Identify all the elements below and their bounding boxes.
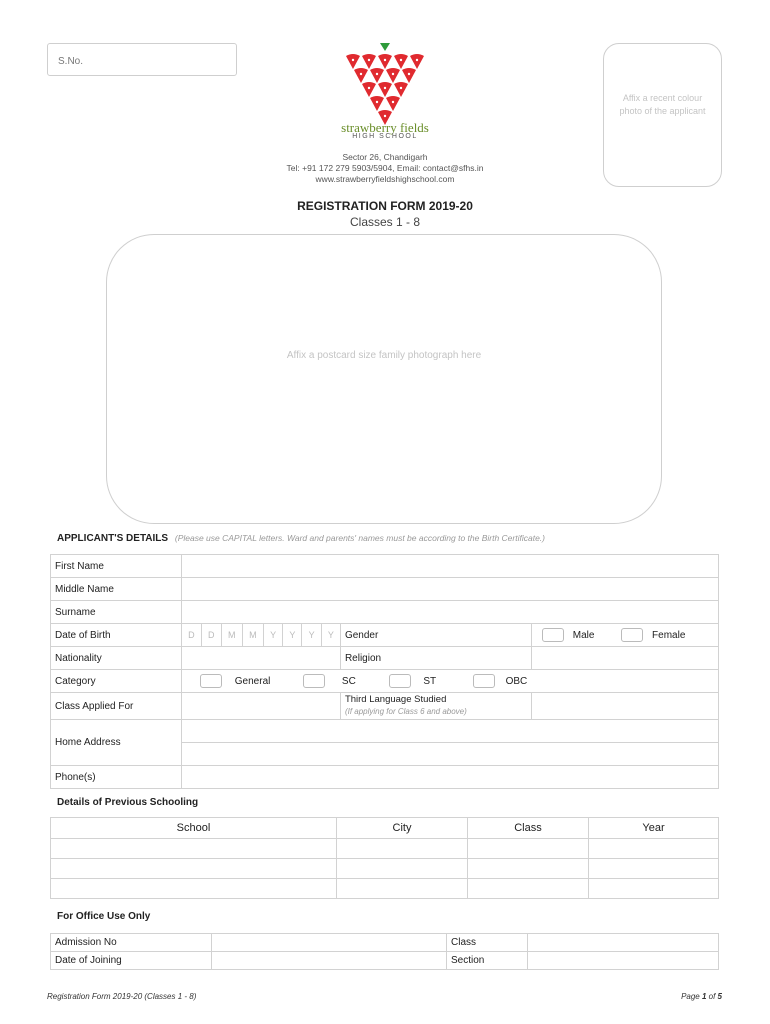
table-row [51,839,719,859]
logo-berry-icon [394,54,408,69]
form-title: REGISTRATION FORM 2019-20 [297,199,473,213]
office-use-table [50,933,719,970]
dob-month-2[interactable]: M [242,624,263,647]
logo-berry-icon [378,54,392,69]
table-row [51,624,719,647]
logo-seed-icon [376,73,378,75]
logo-seed-icon [400,59,402,61]
class-applied-label: Class Applied For [51,693,182,720]
page-current: 1 [701,992,707,1001]
school-name: strawberry fields [341,120,429,135]
office-use-heading: For Office Use Only [57,911,151,922]
category-label: Category [51,670,182,693]
logo-seed-icon [384,115,386,117]
photo-box-text: Affix a recent colour photo of the applicant [619,93,706,116]
logo-seed-icon [352,59,354,61]
religion-field[interactable] [532,647,719,670]
class-applied-field[interactable] [182,693,341,720]
home-address-line-2[interactable] [182,743,719,766]
logo-seed-icon [368,59,370,61]
nationality-field[interactable] [182,647,341,670]
family-photo-box [106,234,662,524]
middle-name-field[interactable] [182,578,719,601]
category-options [182,670,719,693]
sno-label: S.No. [58,56,84,67]
general-label: General [234,675,271,687]
phones-label: Phone(s) [51,766,182,789]
logo-berry-icon [386,68,400,83]
logo-seed-icon [392,101,394,103]
date-joining-label: Date of Joining [51,952,212,970]
male-label: Male [572,629,595,641]
contact-line: Tel: +91 172 279 5903/5904, Email: contact@sfhs.in [286,163,484,173]
section-field[interactable] [528,952,719,970]
table-row [51,555,719,578]
dob-month-1[interactable]: M [221,624,242,647]
logo-seed-icon [408,73,410,75]
home-address-label: Home Address [51,720,182,766]
class-cell[interactable] [468,859,589,879]
third-language-field[interactable] [532,693,719,720]
sc-label: SC [341,675,356,687]
male-checkbox[interactable] [542,628,564,642]
admission-no-field[interactable] [212,934,447,952]
st-checkbox[interactable] [389,674,411,688]
applicant-note: (Please use CAPITAL letters. Ward and parents' names must be according to the Birth Certificate.) [174,533,546,543]
website-line: www.strawberryfieldshighschool.com [315,174,455,184]
class-cell[interactable] [468,879,589,899]
obc-label: OBC [505,675,528,687]
applicant-photo-box [603,43,722,187]
logo-berry-icon [394,82,408,97]
st-label: ST [423,675,436,687]
middle-name-label: Middle Name [51,578,182,601]
logo-seed-icon [384,87,386,89]
female-checkbox[interactable] [621,628,643,642]
logo-berry-icon [410,54,424,69]
home-address-line-1[interactable] [182,720,719,743]
table-row [51,670,719,693]
logo-berry-icon [362,82,376,97]
logo-berry-icon [354,68,368,83]
form-subtitle: Classes 1 - 8 [349,215,421,229]
school-cell[interactable] [51,839,337,859]
footer-page-number [681,992,722,1001]
obc-checkbox[interactable] [473,674,495,688]
admission-no-label: Admission No [51,934,212,952]
dob-year-2[interactable]: Y [283,624,302,647]
dob-year-1[interactable]: Y [264,624,283,647]
footer-form-name: Registration Form 2019-20 (Classes 1 - 8) [47,992,197,1001]
dob-year-3[interactable]: Y [302,624,321,647]
surname-label: Surname [51,601,182,624]
logo-seed-icon [376,101,378,103]
first-name-field[interactable] [182,555,719,578]
school-cell[interactable] [51,859,337,879]
logo-berry-icon [362,54,376,69]
logo-berry-icon [370,96,384,111]
gender-label: Gender [340,624,531,647]
sc-checkbox[interactable] [303,674,325,688]
address-line: Sector 26, Chandigarh [342,152,428,162]
serial-number-field[interactable] [47,43,237,76]
logo-berry-icon [402,68,416,83]
table-header-row [51,818,719,839]
school-cell[interactable] [51,879,337,899]
page-prefix: Page [681,992,702,1001]
dob-year-4[interactable]: Y [321,624,340,647]
family-photo-text: Affix a postcard size family photograph here [286,350,482,361]
class-column-header: Class [468,818,589,839]
third-language-cell [340,693,531,720]
page-of: of [706,992,718,1001]
year-column-header: Year [589,818,719,839]
applicant-details-table [50,554,719,789]
year-cell[interactable] [589,839,719,859]
table-row [51,934,719,952]
table-row [51,766,719,789]
female-label: Female [652,629,686,641]
logo-berry-icon [386,96,400,111]
applicant-section-heading [57,533,545,544]
previous-schooling-table [50,817,719,899]
table-row [51,859,719,879]
surname-field[interactable] [182,601,719,624]
logo-seed-icon [368,87,370,89]
religion-label: Religion [340,647,531,670]
logo-berry-icon [370,68,384,83]
dob-day-2[interactable]: D [201,624,221,647]
third-language-label: Third Language Studied [344,694,447,705]
city-cell[interactable] [337,879,468,899]
gender-options [532,624,719,647]
previous-schooling-heading: Details of Previous Schooling [57,797,199,808]
page-total: 5 [717,992,722,1001]
year-cell[interactable] [589,879,719,899]
date-joining-field[interactable] [212,952,447,970]
table-row [51,601,719,624]
year-cell[interactable] [589,859,719,879]
table-row [51,647,719,670]
city-column-header: City [337,818,468,839]
section-label: Section [447,952,528,970]
third-language-note: (If applying for Class 6 and above) [344,707,467,716]
phones-field[interactable] [182,766,719,789]
table-row [51,578,719,601]
office-class-field[interactable] [528,934,719,952]
logo-seed-icon [416,59,418,61]
class-cell[interactable] [468,839,589,859]
dob-day-1[interactable]: D [182,624,202,647]
logo-seed-icon [360,73,362,75]
office-class-label: Class [447,934,528,952]
city-cell[interactable] [337,839,468,859]
school-subtitle: HIGH SCHOOL [352,133,418,140]
logo-berry-icon [346,54,360,69]
logo-berry-icon [378,82,392,97]
school-column-header: School [51,818,337,839]
table-row [51,952,719,970]
table-row [51,879,719,899]
city-cell[interactable] [337,859,468,879]
general-checkbox[interactable] [200,674,222,688]
logo-seed-icon [400,87,402,89]
logo-seed-icon [392,73,394,75]
nationality-label: Nationality [51,647,182,670]
table-row [51,693,719,720]
dob-label: Date of Birth [51,624,182,647]
first-name-label: First Name [51,555,182,578]
table-row [51,720,719,743]
logo-seed-icon [384,59,386,61]
applicant-heading: APPLICANT'S DETAILS [57,533,169,544]
